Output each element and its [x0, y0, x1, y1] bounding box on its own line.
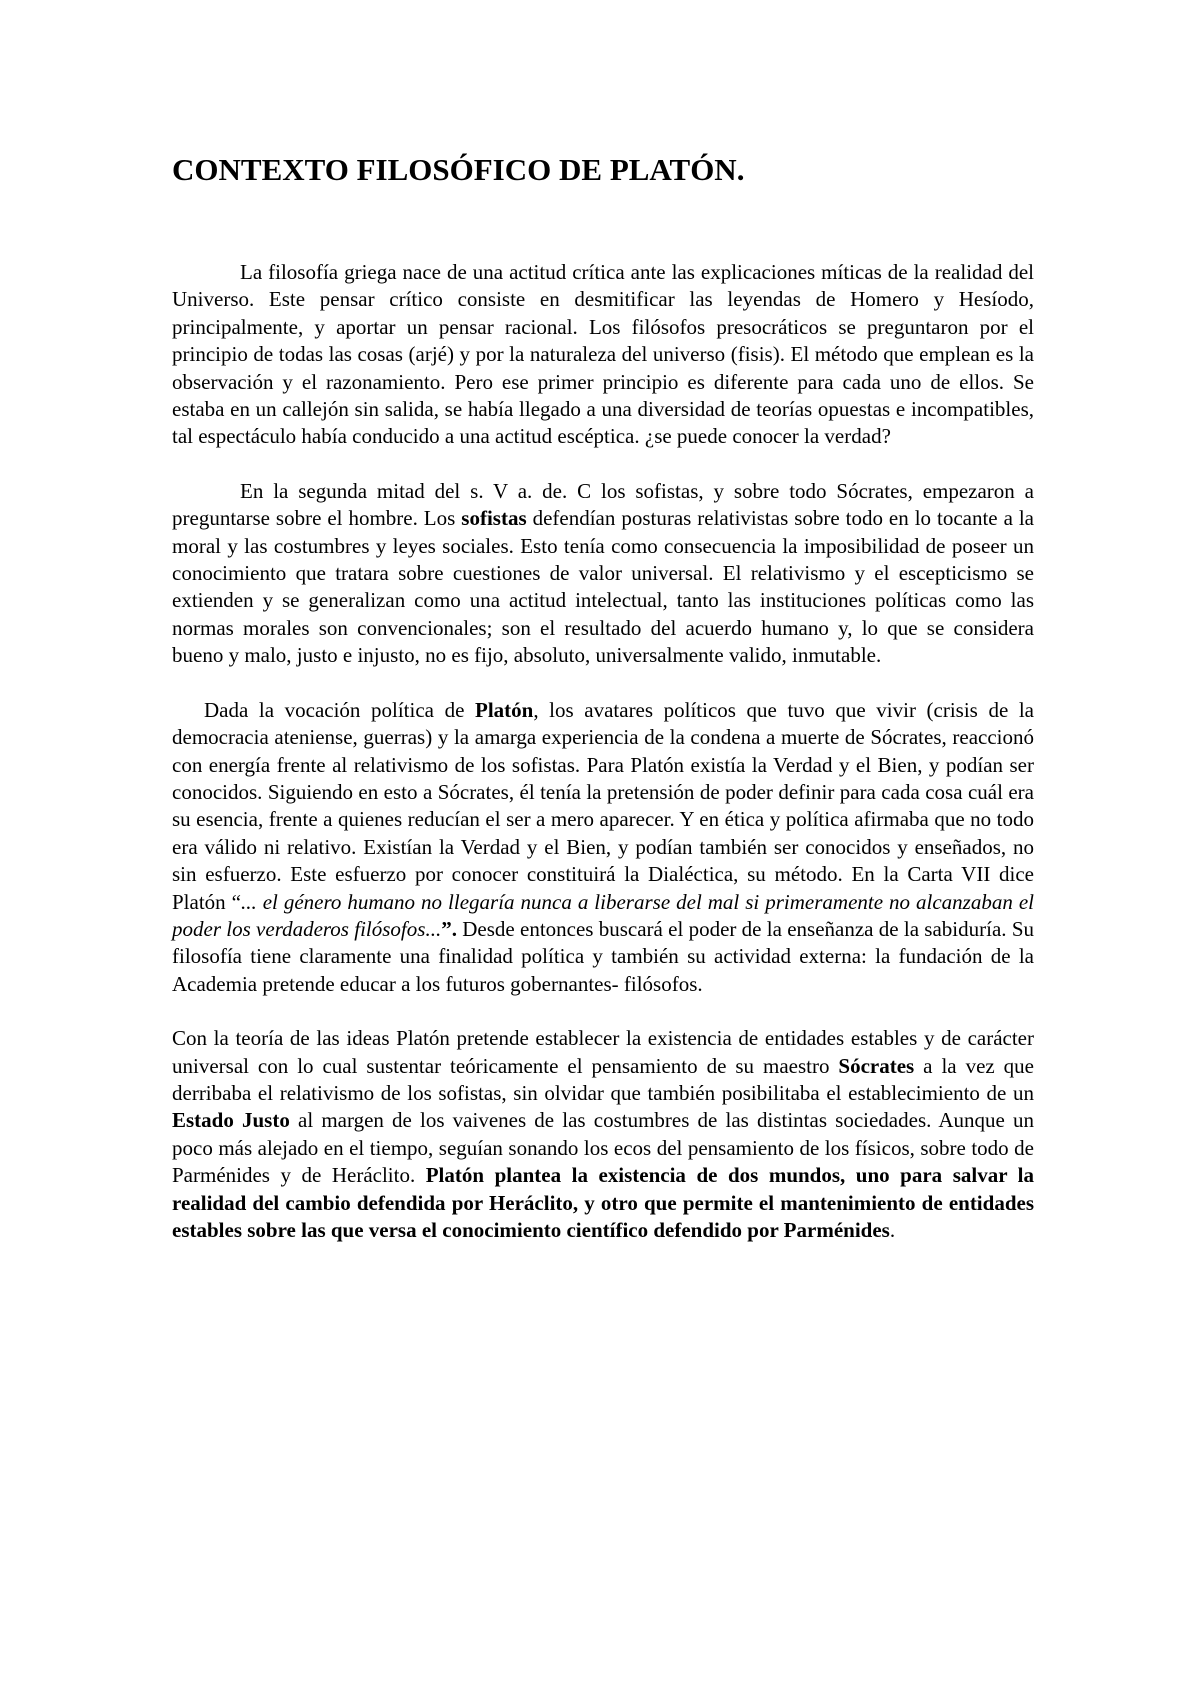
paragraph-4-text-c: a la vez que derribaba el relativismo de los sofistas, sin olvidar que también posibilitaba el establecimiento de un [172, 1053, 1034, 1105]
paragraph-2-text-c: defendían posturas relativistas sobre todo en lo tocante a la moral y las costumbres y leyes sociales. Esto tenía como consecuencia la imposibilidad de poseer un conocimiento que tratara sobre cuestiones de valor universal. El relativismo y el escepticismo se extienden y se generalizan como una actitud intelectual, tanto las instituciones políticas como las normas morales son convencionales; son el resultado del acuerdo humano y, lo que se considera bueno y malo, justo e injusto, no es fijo, absoluto, universalmente valido, inmutable. [172, 506, 1035, 668]
document-page [172, 150, 1034, 1244]
paragraph-4-text-g: . [889, 1218, 896, 1242]
paragraph-2-text-a: En la segunda mitad del s. V a. de. C los sofistas, y sobre todo Sócrates, empezaron a preguntarse sobre el hombre. Los [172, 478, 1034, 531]
paragraph-4-bold-socrates: Sócrates [838, 1053, 915, 1078]
paragraph-2-bold-sofistas: sofistas [461, 506, 527, 531]
paragraph-4-bold-conclusion: Platón plantea la existencia de dos mundos, uno para salvar la realidad del cambio defendida por Heráclito, y otro que permite el mantenimiento de entidades estables sobre las que versa el conocimiento científico defendido por Parménides [172, 1163, 1034, 1242]
paragraph-2 [172, 478, 1034, 670]
paragraph-3-quote-close: ”. [441, 916, 457, 941]
paragraph-3-text-f: Desde entonces buscará el poder de la enseñanza de la sabiduría. Su filosofía tiene claramente una finalidad política y también su actividad externa: la fundación de la Academia pretende educar a los futuros gobernantes- filósofos. [172, 916, 1034, 996]
paragraph-1-text: La filosofía griega nace de una actitud crítica ante las explicaciones míticas de la realidad del Universo. Este pensar crítico consiste en desmitificar las leyendas de Homero y Hesíodo, principalmente, y aportar un pensar racional. Los filósofos presocráticos se preguntaron por el principio de todas las cosas (arjé) y por la naturaleza del universo (fisis). El método que emplean es la observación y el razonamiento. Pero ese primer principio es diferente para cada uno de ellos. Se estaba en un callejón sin salida, se había llegado a una diversidad de teorías opuestas e incompatibles, tal espectáculo había conducido a una actitud escéptica. ¿se puede conocer la verdad? [172, 260, 1034, 449]
paragraph-4-text-e: al margen de los vaivenes de las costumbres de las distintas sociedades. Aunque un poco más alejado en el tiempo, seguían sonando los ecos del pensamiento de los físicos, sobre todo de Parménides y de Heráclito. [172, 1108, 1035, 1188]
paragraph-3-text-a: Dada la vocación política de [204, 697, 475, 722]
paragraph-3 [172, 697, 1034, 998]
paragraph-3-quote: ... el género humano no llegaría nunca a liberarse del mal si primeramente no alcanzaban el poder los verdaderos filósofos... [172, 889, 1034, 941]
paragraph-4-text-a: Con la teoría de las ideas Platón pretende establecer la existencia de entidades estables y de carácter universal con lo cual sustentar teóricamente el pensamiento de su maestro [172, 1026, 1034, 1078]
page-title: CONTEXTO FILOSÓFICO DE PLATÓN. [172, 152, 745, 187]
paragraph-4 [172, 1025, 1034, 1244]
paragraph-3-bold-platon: Platón [475, 697, 534, 722]
paragraph-4-bold-estado-justo: Estado Justo [172, 1108, 290, 1133]
paragraph-3-text-c: , los avatares políticos que tuvo que vivir (crisis de la democracia ateniense, guerras) y la amarga experiencia de la condena a muerte de Sócrates, reaccionó con energía frente al relativismo de los sofistas. Para Platón existía la Verdad y el Bien, y podían ser conocidos. Siguiendo en esto a Sócrates, él tenía la pretensión de poder definir para cada cosa cuál era su esencia, frente a quienes reducían el ser a mero aparecer. Y en ética y política afirmaba que no todo era válido ni relativo. Existían la Verdad y el Bien, y podían también ser conocidos y enseñados, no sin esfuerzo. Este esfuerzo por conocer constituirá la Dialéctica, su método. En la Carta VII dice Platón “ [172, 697, 1035, 914]
paragraph-1 [172, 259, 1034, 451]
